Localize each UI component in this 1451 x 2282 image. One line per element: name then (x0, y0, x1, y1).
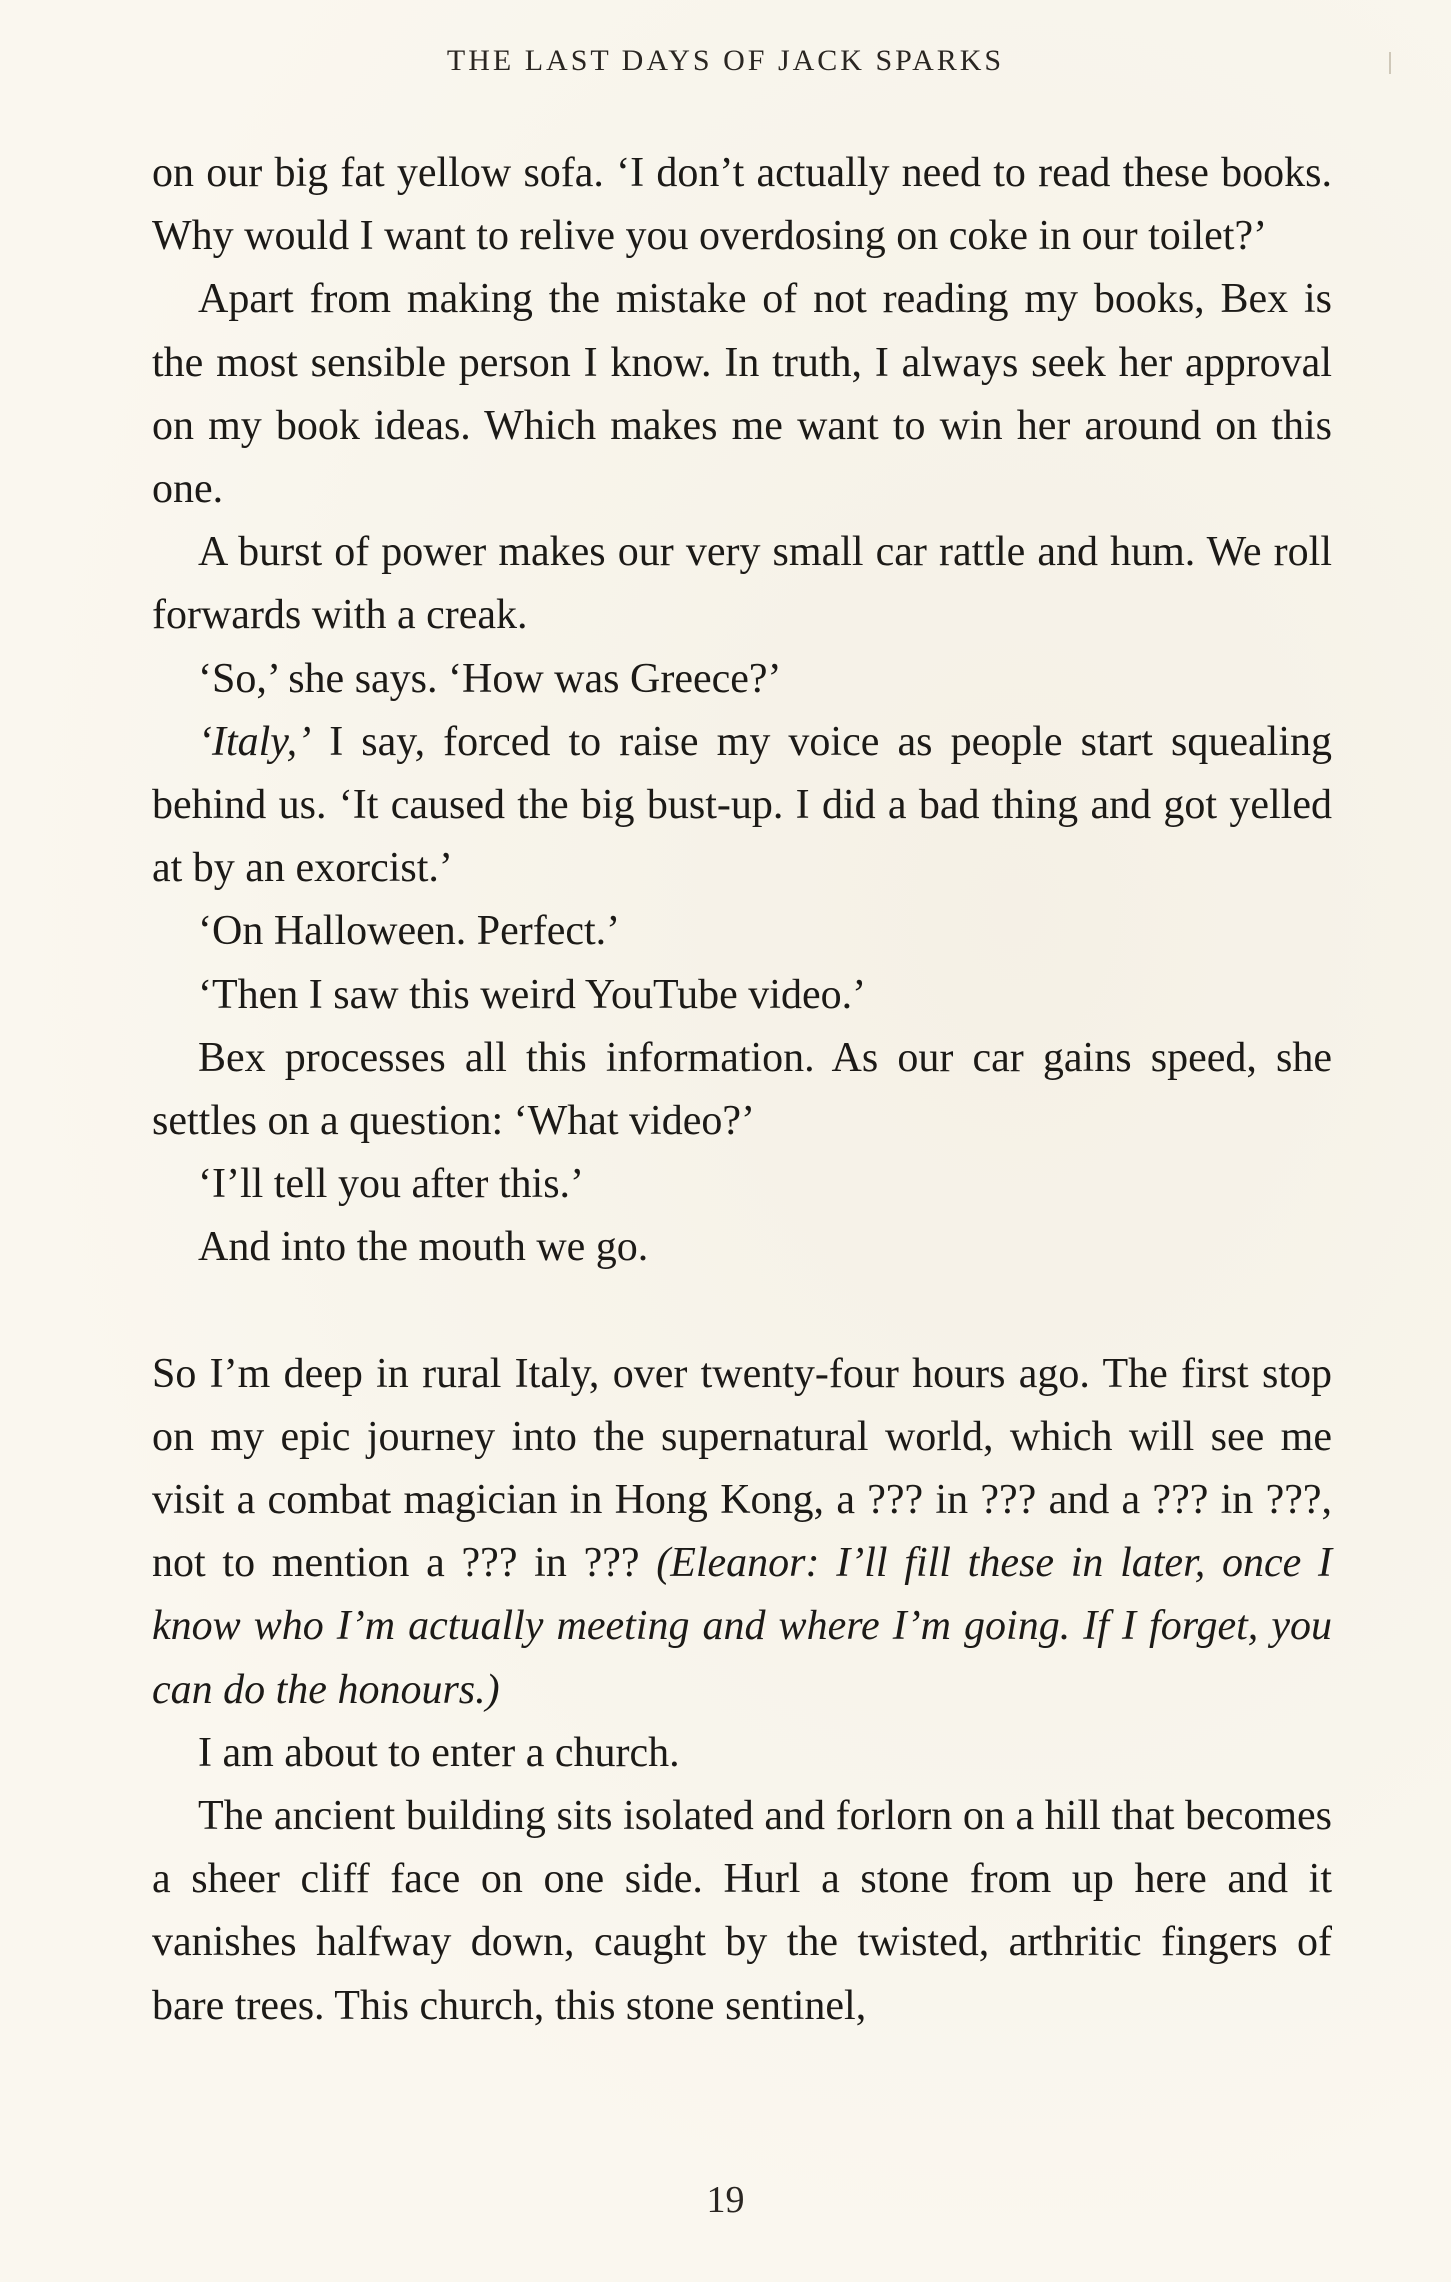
section-break (152, 1280, 1332, 1343)
paragraph: A burst of power makes our very small car rattle and hum. We roll forwards with a creak. (152, 529, 1332, 639)
italic-word: ‘Italy,’ (198, 718, 312, 765)
paragraph: ‘So,’ she says. ‘How was Greece?’ (198, 655, 782, 702)
paragraph: And into the mouth we go. (198, 1224, 649, 1271)
paragraph: ‘Then I saw this weird YouTube video.’ (198, 971, 867, 1018)
paragraph: Bex processes all this information. As our car gains speed, she settles on a question: ‘What video?’ (152, 1034, 1332, 1145)
paragraph: Apart from making the mistake of not reading my books, Bex is the most sensible person I know. In truth, I always seek her approval on my book ideas. Which makes me want to win her around on this one. (152, 276, 1332, 513)
paragraph-text: So I’m deep in rural Italy, over twenty-four hours ago. The first stop on my epic journey into the supernatural world, which will see me visit a combat magician in Hong Kong, a ??? in ??? and a ??? in ???, not to mention a ??? in ??? (152, 1350, 1332, 1587)
paragraph: The ancient building sits isolated and forlorn on a hill that becomes a sheer cliff face on one side. Hurl a stone from up here and it vanishes halfway down, caught by the twisted, arthritic fingers of bare trees. This church, this stone sentinel, (152, 1793, 1332, 2029)
body-text (152, 142, 1332, 2038)
paragraph-rest: I say, forced to raise my voice as people start squealing behind us. ‘It caused the big bust-up. I did a bad thing and got yelled at by an exorcist.’ (152, 718, 1332, 892)
paragraph-continued: on our big fat yellow sofa. ‘I don’t actually need to read these books. Why would I want to relive you overdosing on coke in our toilet?’ (152, 150, 1332, 260)
paragraph (152, 711, 1332, 901)
paragraph: ‘I’ll tell you after this.’ (198, 1161, 585, 1208)
editorial-note: (Eleanor: I’ll fill these in later, once I know who I’m actually meeting and where I’m going. If I forget, you can do the honours.) (152, 1540, 1332, 1713)
running-head: THE LAST DAYS OF JACK SPARKS (446, 44, 1005, 77)
paragraph: I am about to enter a church. (198, 1729, 680, 1776)
paragraph: ‘On Halloween. Perfect.’ (198, 908, 621, 955)
section-opening-paragraph (152, 1343, 1332, 1722)
page-number: 19 (706, 2179, 745, 2221)
